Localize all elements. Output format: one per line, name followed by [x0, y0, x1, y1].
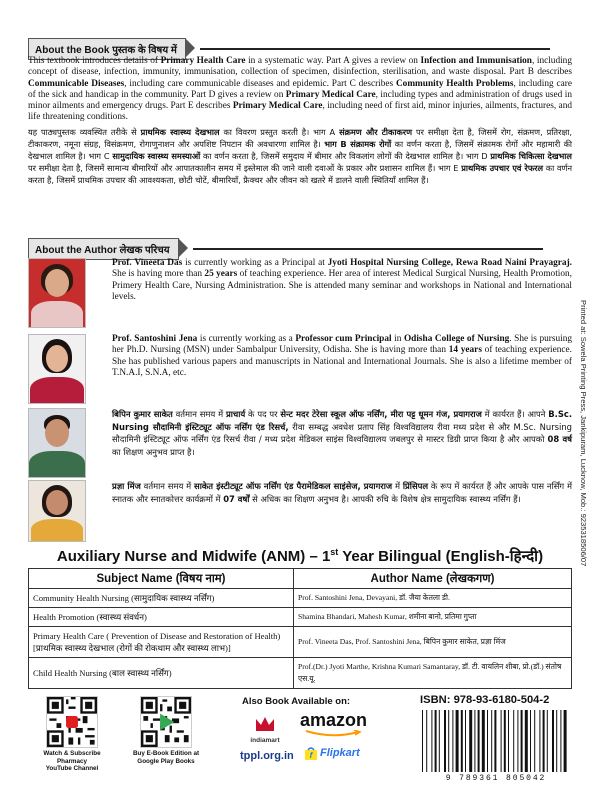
about-book-body	[28, 56, 572, 188]
indiamart-logo[interactable]: indiamart	[248, 714, 282, 744]
table-row	[29, 589, 572, 608]
subject-author-table	[28, 568, 572, 689]
author-bio: Prof. Vineeta Das is currently working as a Principal at Jyoti Hospital Nursing College, Rewa Road Naini Prayagraj. She is having more than 25 years of teaching experience. Her area of interest Medical Surgical Nursing, Health Promotion, Primery Health Care, Nursing Administration. She is attended many seminar and workshops in National and International levels.	[112, 258, 572, 303]
author-santoshini-jena	[28, 334, 572, 404]
printer-note: Printed at: Sowela Printing Press, Jankipuram, Lucknow, Mob.: 9235318506/07	[579, 300, 588, 567]
footer	[0, 688, 600, 800]
author-bio: बिपिन कुमार साकेत वर्तमान समय में प्राचार्य के पद पर सेन्ट मदर टेरेसा स्कूल ऑफ नर्सिंग, मीरा पट्ट धूमन गंज, प्रयागराज में कार्यरत हैं। आपने B.Sc. Nursing सौदामिनी इंस्टिट्यूट ऑफ नर्सिंग एंड रिसर्च, रीवा सम्बद्ध अवधेश प्रताप सिंह विश्वविद्यालय रीवा मध्य प्रदेश से और M.Sc. Nursing सौदामिनी इंस्टिट्यूट ऑफ नर्सिंग एंड रिसर्च रीवा / मध्य प्रदेश मेडिकल साइंस विश्वविद्यालय जबलपुर से मास्टर डिग्री प्राप्त किया है और आपको 08 वर्ष का शिक्षण अनुभव प्राप्त है।	[112, 409, 573, 457]
authors-cell: Prof. Santoshini Jena, Devayani, डॉ. जैया केतला डी.	[294, 589, 572, 608]
author-bio: प्रज्ञा मिंज वर्तमान समय में साकेत इंस्टीट्यूट ऑफ नर्सिंग एंड पैरामेडिकल साइंसेज, प्रयागराज में प्रिंसिपल के रूप में कार्यरत हैं और आपके पास नर्सिंग में स्नातक और स्नातकोत्तर कार्यक्रमों में 07 वर्षों से अधिक का शिक्षण अनुभव है। आपकी रुचि के विशेष क्षेत्र सामुदायिक स्वास्थ्य नर्सिंग हैं।	[112, 481, 572, 504]
authors-cell: Prof.(Dr.) Jyoti Marthe, Krishna Kumari Samantaray, डॉ. टी. वायलिन शीबा, प्रो.(डॉ.) संतोष एस.यू.	[294, 658, 572, 689]
author-vineeta-das	[28, 258, 572, 328]
subject-cell: Community Health Nursing (सामुदायिक स्वास्थ्य नर्सिंग)	[29, 589, 294, 608]
about-author-header	[28, 238, 543, 260]
column-header-author: Author Name (लेखकगण)	[294, 569, 572, 589]
author-pragya-minj	[28, 480, 572, 542]
header-rule	[193, 248, 543, 250]
barcode-icon	[420, 710, 572, 772]
column-header-subject: Subject Name (विषय नाम)	[29, 569, 294, 589]
author-photo	[28, 408, 86, 478]
table-row	[29, 627, 572, 658]
svg-text:f: f	[309, 751, 313, 760]
author-photo	[28, 334, 86, 404]
table-row	[29, 658, 572, 689]
authors-cell: Shamina Bhandari, Mahesh Kumar, शमीना बानो, प्रतिमा गुप्ता	[294, 608, 572, 627]
isbn-number: ISBN: 978-93-6180-504-2	[420, 694, 550, 706]
author-photo	[28, 258, 86, 328]
about-book-english: This textbook introduces details of Primary Health Care in a systematic way. Part A gives a review on Infection and Immunisation, including concept of disease, infection, immunity, immunisation, collection of specimen, disinfection, sterilisation, and waste disposal. Part B describes Communicable Diseases, including care communicable diseases and epidemic. Part C describes Community Health Problems, including care of the sick and handicap in the community. Part D gives a review on Primary Medical Care, including types and administration of drugs used in minor ailments and emergency drugs. Part E describes Primary Medical Care, including need of first aid, minor injuries, ailments, fractures, and life threatening conditions.	[28, 56, 572, 123]
subject-cell: Child Health Nursing (बाल स्वास्थ्य नर्सिंग)	[29, 658, 294, 689]
amazon-smile-icon	[304, 730, 362, 738]
also-available-label: Also Book Available on:	[242, 696, 351, 707]
youtube-caption: Watch & Subscribe Pharmacy YouTube Channel	[43, 750, 101, 772]
author-photo	[28, 480, 86, 542]
author-bio: Prof. Santoshini Jena is currently working as a Professor cum Principal in Odisha College of Nursing. She is pursuing her Ph.D. Nursing (MSN) under Sambalpur University, Odisha. She is having more than 14 years of teaching experience. She has published various papers and manuscripts in National and International Journals. She is also a lifetime member of T.N.A.I, S.N.A, etc.	[112, 334, 573, 379]
indiamart-icon	[254, 714, 276, 732]
authors-cell: Prof. Vineeta Das, Prof. Santoshini Jena, बिपिन कुमार साकेत, प्रज्ञा मिंज	[294, 627, 572, 658]
youtube-qr-code[interactable]	[46, 696, 98, 748]
table-header-row	[29, 569, 572, 589]
about-book-title: About the Book पुस्तक के विषय में	[28, 38, 186, 60]
author-bipin-kumar-saket	[28, 408, 572, 478]
about-book-hindi: यह पाठ्यपुस्तक व्यवस्थित तरीके से प्राथमिक स्वास्थ्य देखभाल का विवरण प्रस्तुत करती है। भाग A संक्रमण और टीकाकरण पर समीक्षा देता है, जिसमें रोग, संक्रमण, प्रतिरक्षा, टीकाकरण, नमूना संग्रह, विसंक्रमण, रोगाणुनाशन और अपशिष्ट निपटान की अवधारणा शामिल है। भाग B संक्रामक रोगों का वर्णन करता है, जिसमें संक्रामक रोगों और महामारी की देखभाल शामिल है। भाग C सामुदायिक स्वास्थ्य समस्याओं का वर्णन करता है, जिसमें समुदाय में बीमार और विकलांग लोगों की देखभाल शामिल है। भाग D प्राथमिक चिकित्सा देखभाल पर समीक्षा देता है, जिसमें सामान्य बीमारियों और आपातकालीन समय में इस्तेमाल की जाने वाली दवाओं के प्रकार और प्रशासन शामिल हैं। भाग E प्राथमिक उपचार एवं रेफरल का वर्णन करता है, जिसमें प्राथमिक उपचार की आवश्यकता, छोटी चोटें, बीमारियाँ, फ्रैक्चर और जीवन को खतरे में डालने वाली स्थितियाँ शामिल हैं।	[28, 126, 573, 185]
series-title: Auxiliary Nurse and Midwife (ANM) – 1st Year Bilingual (English-हिन्दी)	[56, 547, 544, 565]
flipkart-logo[interactable]: f Flipkart	[304, 746, 360, 760]
barcode-digits: 9 789361 805042	[445, 774, 547, 783]
google-play-caption: Buy E-Book Edition at Google Play Books	[132, 750, 200, 765]
header-rule	[200, 48, 550, 50]
flipkart-bag-icon	[304, 746, 318, 760]
subject-cell: Primary Health Care ( Prevention of Disease and Restoration of Health) [प्राथमिक स्वास्थ्य देखभाल (रोगों की रोकथाम और स्वास्थ्य लाभ)]	[29, 627, 294, 658]
about-author-title: About the Author लेखक परिचय	[28, 238, 179, 260]
amazon-logo[interactable]: amazon	[300, 710, 367, 731]
tppl-website-link[interactable]: tppl.org.in	[240, 750, 294, 762]
table-row	[29, 608, 572, 627]
google-play-qr-code[interactable]	[140, 696, 192, 748]
subject-cell: Health Promotion (स्वास्थ्य संवर्धन)	[29, 608, 294, 627]
